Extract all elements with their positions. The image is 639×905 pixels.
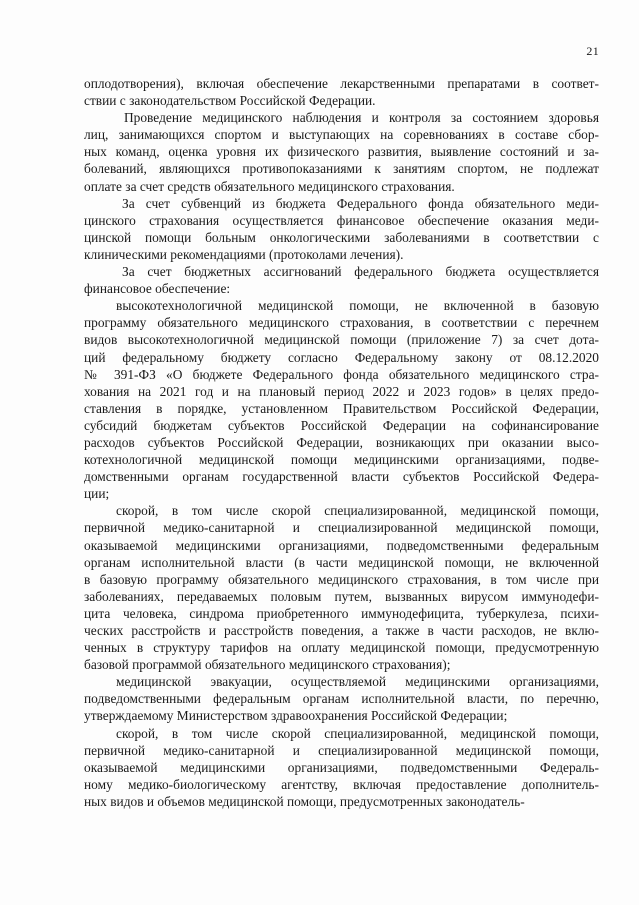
paragraph: [84, 75, 599, 109]
text-line: ствии с законодательством Российской Федерации.: [84, 93, 376, 109]
text-line: ставления в порядке, установленном Правительством Российской Федерации,: [84, 400, 599, 416]
text-line: подведомственными федеральным органам исполнительной власти, по перечню,: [84, 691, 599, 707]
text-line: цита человека, синдрома приобретенного иммунодефицита, туберкулеза, психи-: [84, 605, 599, 621]
text-line: ческих расстройств и расстройств поведения, а также в части расходов, не вклю-: [84, 623, 599, 638]
paragraph: [84, 673, 599, 724]
paragraph: [84, 263, 599, 297]
text-line: видов высокотехнологичной медицинской помощи (приложение 7) за счет дота-: [84, 332, 599, 348]
text-line: домственными органам государственной власти субъектов Российской Федера-: [84, 469, 599, 485]
document-body: [84, 75, 599, 810]
text-line: оказываемой медицинскими организациями, подведомственными федеральным: [84, 537, 599, 553]
text-line: финансовое обеспечение:: [84, 281, 231, 297]
text-line: базовой программой обязательного медицинского страхования);: [84, 657, 451, 673]
text-line: лиц, занимающихся спортом и выступающих на соревнованиях в составе сбор-: [84, 127, 599, 143]
text-line: ций федеральному бюджету согласно Федеральному закону от 08.12.2020: [84, 349, 599, 365]
text-line: цинского страхования осуществляется финансовое обеспечение оказания меди-: [84, 212, 599, 228]
text-line: № 391-ФЗ «О бюджете Федерального фонда обязательного медицинского стра-: [84, 366, 599, 382]
text-line: в базовую программу обязательного медицинского страхования, в том числе при: [84, 571, 599, 587]
paragraph: [84, 502, 599, 673]
text-line: котехнологичной медицинской помощи медицинскими организациями, подве-: [84, 452, 599, 468]
text-line: ному медико-биологическому агентству, включая предоставление дополнитель-: [84, 776, 599, 792]
paragraph: [84, 297, 599, 502]
page-number: 21: [586, 44, 599, 58]
text-line: высокотехнологичной медицинской помощи, не включенной в базовую: [116, 298, 599, 314]
text-line: субсидий бюджетам субъектов Российской Федерации на софинансирование: [84, 417, 599, 433]
text-line: ченных в структуру тарифов на оплату медицинской помощи, предусмотренную: [84, 640, 599, 656]
text-line: ных команд, оценка уровня их физического развития, выявление состояний и за-: [84, 144, 599, 160]
text-line: расходов субъектов Российской Федерации, возникающих при оказании высо-: [84, 434, 599, 450]
text-line: первичной медико-санитарной и специализированной медицинской помощи,: [84, 520, 599, 536]
text-line: оказываемой медицинскими организациями, подведомственными Федераль-: [84, 759, 599, 775]
text-line: медицинской эвакуации, осуществляемой медицинскими организациями,: [116, 674, 599, 690]
text-line: хования на 2021 год и на плановый период 2022 и 2023 годов» в целях предо-: [84, 383, 599, 399]
text-line: болеваний, являющихся противопоказаниями к занятиям спортом, не подлежат: [84, 161, 599, 177]
text-line: цинской помощи больным онкологическими заболеваниями в соответствии с: [84, 229, 599, 245]
text-line: ции;: [84, 486, 110, 502]
paragraph: [84, 725, 599, 810]
paragraph: [84, 195, 599, 263]
text-line: программу обязательного медицинского страхования, в соответствии с перечнем: [84, 315, 599, 331]
text-line: оплате за счет средств обязательного медицинского страхования.: [84, 178, 455, 194]
paragraph: [84, 109, 599, 194]
text-line: Проведение медицинского наблюдения и контроля за состоянием здоровья: [124, 110, 599, 126]
text-line: первичной медико-санитарной и специализированной медицинской помощи,: [84, 742, 599, 758]
text-line: скорой, в том числе скорой специализированной, медицинской помощи,: [116, 725, 599, 741]
text-line: За счет бюджетных ассигнований федерального бюджета осуществляется: [122, 264, 599, 280]
text-line: утверждаемому Министерством здравоохранения Российской Федерации;: [84, 708, 508, 724]
text-line: клиническими рекомендациями (протоколами лечения).: [84, 246, 404, 262]
text-line: заболеваниях, передаваемых половым путем, вызванных вирусом иммунодефи-: [84, 588, 599, 604]
text-line: За счет субвенций из бюджета Федерального фонда обязательного меди-: [122, 195, 599, 211]
text-line: оплодотворения), включая обеспечение лекарственными препаратами в соответ-: [84, 76, 599, 91]
text-line: ных видов и объемов медицинской помощи, предусмотренных законодатель-: [84, 793, 525, 809]
text-line: скорой, в том числе скорой специализированной, медицинской помощи,: [116, 503, 599, 519]
text-line: органам исполнительной власти (в части медицинской помощи, не включенной: [84, 554, 599, 570]
